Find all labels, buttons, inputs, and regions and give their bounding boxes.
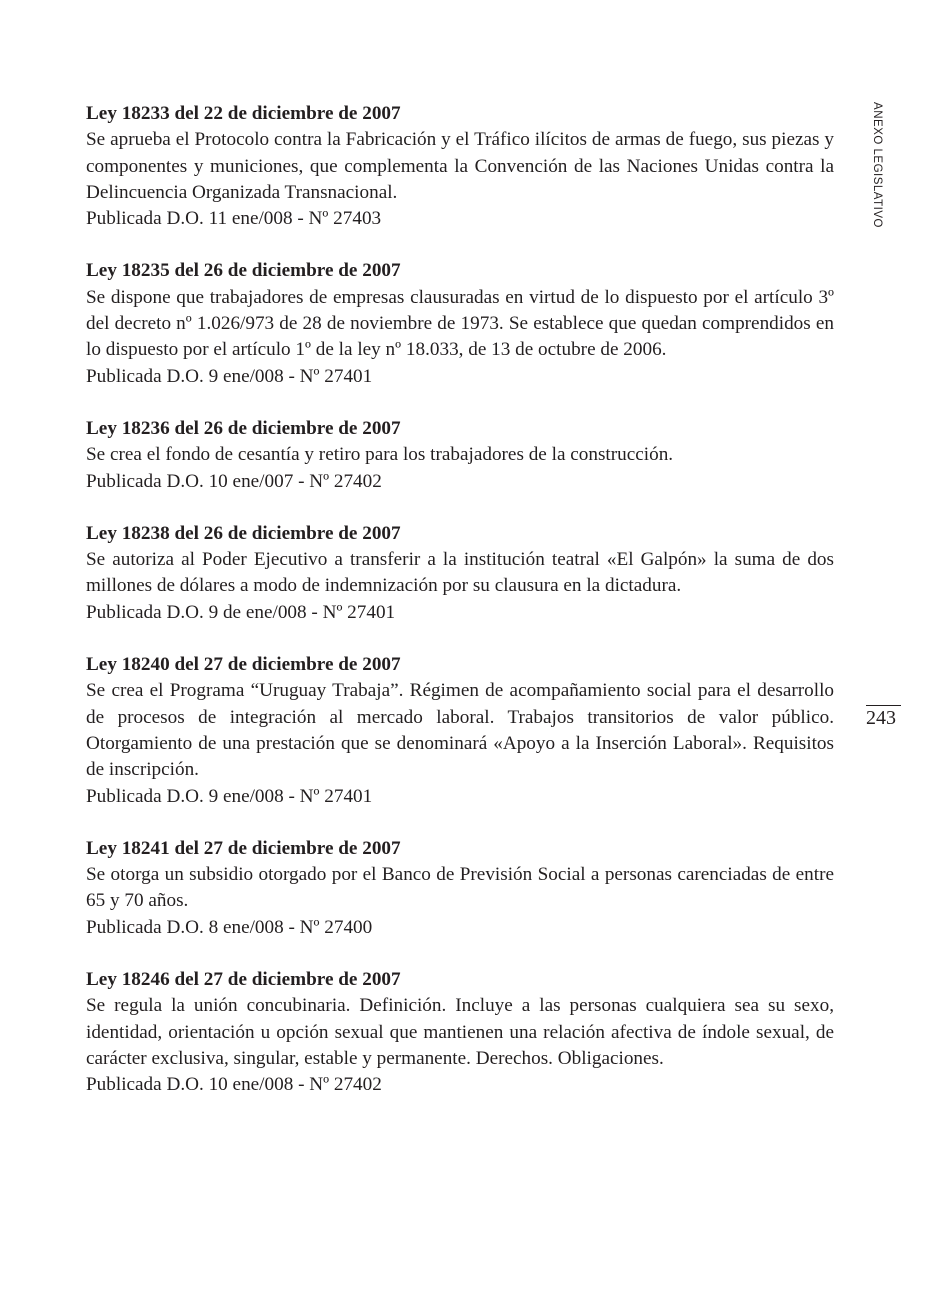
law-publication: Publicada D.O. 8 ene/008 - Nº 27400 — [86, 916, 373, 938]
law-description: Se regula la unión concubinaria. Definición. Incluye a las personas cualquiera sea su sexo, identidad, orientación u opción sexual que mantienen una relación afectiva de índole sexual, de carácter exclusiva, singular, estable y permanente. Derechos. Obligaciones. — [86, 995, 834, 1069]
law-title: Ley 18246 del 27 de diciembre de 2007 — [86, 969, 401, 991]
law-title: Ley 18238 del 26 de diciembre de 2007 — [86, 522, 401, 544]
law-entry — [86, 836, 834, 941]
law-title: Ley 18236 del 26 de diciembre de 2007 — [86, 417, 401, 439]
law-title: Ley 18233 del 22 de diciembre de 2007 — [86, 103, 401, 124]
law-description: Se dispone que trabajadores de empresas clausuradas en virtud de lo dispuesto por el artículo 3º del decreto nº 1.026/973 de 28 de noviembre de 1973. Se establece que quedan comprendidos en lo dispuesto por el artículo 1º de la ley nº 18.033, de 13 de octubre de 2006. — [86, 286, 834, 361]
page-number: 243 — [866, 707, 896, 729]
law-list — [86, 101, 834, 1125]
law-title: Ley 18240 del 27 de diciembre de 2007 — [86, 654, 401, 676]
law-publication: Publicada D.O. 10 ene/008 - Nº 27402 — [86, 1074, 382, 1096]
law-entry — [86, 101, 834, 232]
law-entry — [86, 521, 834, 626]
law-entry — [86, 967, 834, 1098]
law-description: Se otorga un subsidio otorgado por el Banco de Previsión Social a personas carenciadas de entre 65 y 70 años. — [86, 864, 834, 912]
law-publication: Publicada D.O. 9 ene/008 - Nº 27401 — [86, 785, 373, 807]
law-description: Se aprueba el Protocolo contra la Fabricación y el Tráfico ilícitos de armas de fuego, sus piezas y componentes y municiones, que complementa la Convención de las Naciones Unidas contra la Delincuencia Organizada Transnacional. — [86, 129, 834, 203]
law-title: Ley 18235 del 26 de diciembre de 2007 — [86, 260, 401, 282]
law-description: Se crea el fondo de cesantía y retiro para los trabajadores de la construcción. — [86, 444, 674, 466]
law-publication: Publicada D.O. 10 ene/007 - Nº 27402 — [86, 470, 382, 492]
law-description: Se autoriza al Poder Ejecutivo a transferir a la institución teatral «El Galpón» la suma de dos millones de dólares a modo de indemnización por su clausura en la dictadura. — [86, 549, 834, 597]
law-entry — [86, 258, 834, 389]
law-entry — [86, 652, 834, 810]
section-side-label — [868, 102, 886, 228]
law-entry — [86, 416, 834, 495]
law-publication: Publicada D.O. 9 de ene/008 - Nº 27401 — [86, 601, 396, 623]
section-side-label-text: ANEXO LEGISLATIVO — [871, 102, 883, 228]
page-number-rule — [866, 705, 901, 706]
law-publication: Publicada D.O. 11 ene/008 - Nº 27403 — [86, 208, 382, 230]
law-description: Se crea el Programa “Uruguay Trabaja”. Régimen de acompañamiento social para el desarrollo de procesos de integración al mercado laboral. Trabajos transitorios de valor público. Otorgamiento de una prestación que se denominará «Apoyo a la Inserción Laboral». Requisitos de inscripción. — [86, 680, 834, 781]
law-publication: Publicada D.O. 9 ene/008 - Nº 27401 — [86, 365, 373, 387]
law-title: Ley 18241 del 27 de diciembre de 2007 — [86, 837, 401, 859]
